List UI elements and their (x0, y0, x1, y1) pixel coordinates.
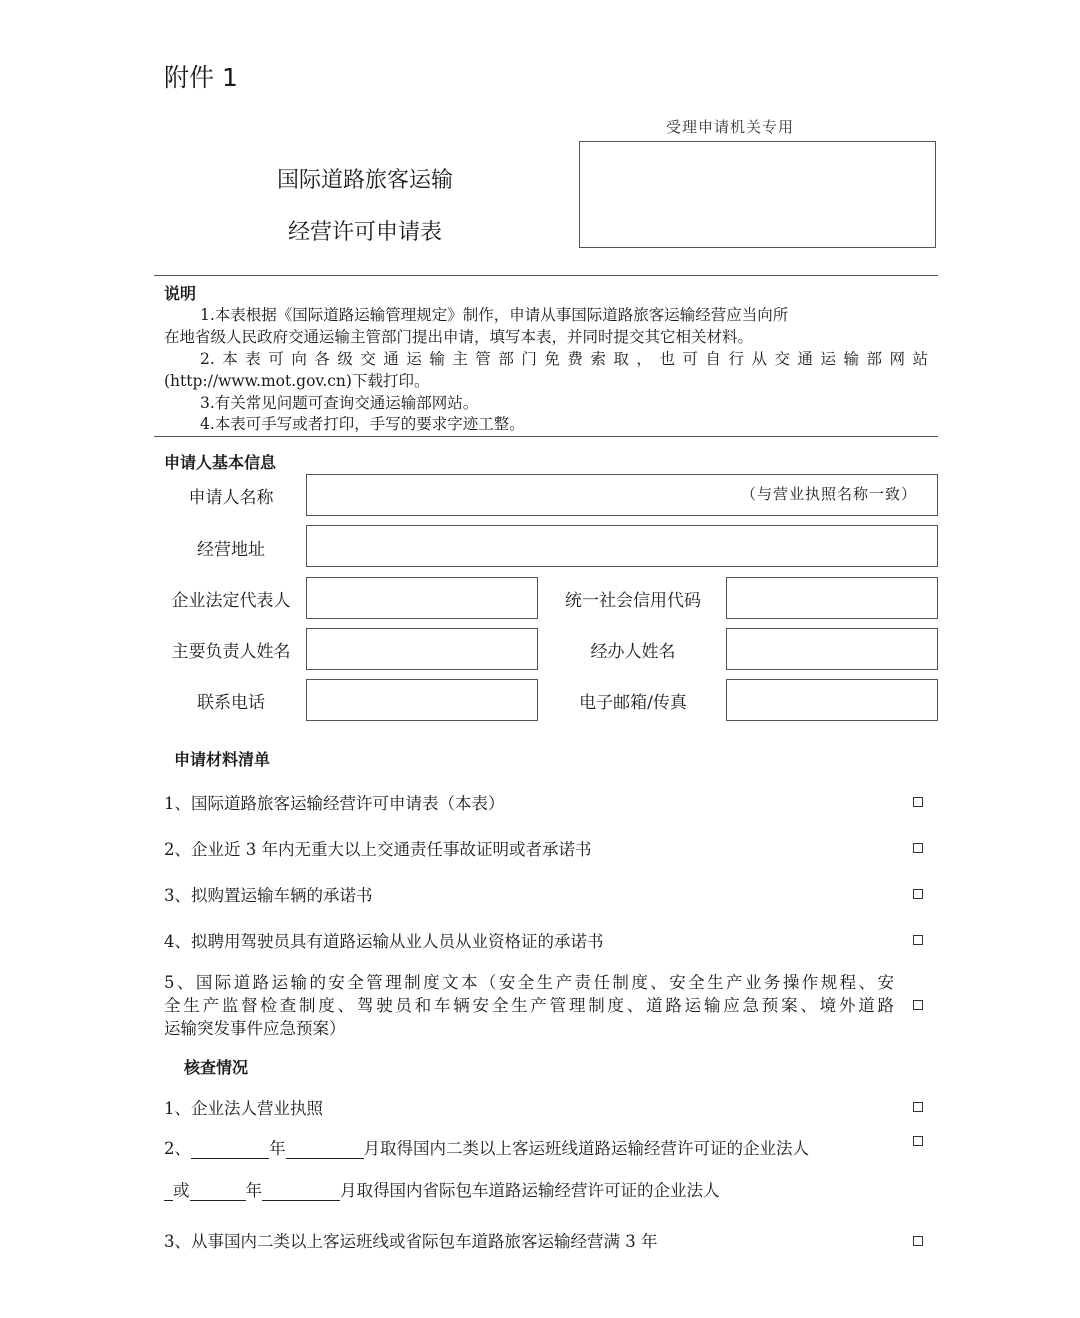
credit-code-label: 统一社会信用代码 (565, 591, 701, 611)
credit-code-input[interactable] (726, 577, 938, 619)
or-blank[interactable] (164, 1182, 173, 1201)
legal-rep-input[interactable] (306, 577, 538, 619)
address-label: 经营地址 (197, 540, 265, 560)
principal-input[interactable] (306, 628, 538, 670)
instructions-heading: 说明 (164, 284, 197, 303)
form-title-line2: 经营许可申请表 (287, 220, 442, 245)
material-item-1: 1、国际道路旅客运输经营许可申请表（本表） (164, 794, 505, 813)
material-checkbox-1[interactable] (913, 797, 923, 807)
instruction-line-4: (http://www.mot.gov.cn)下载打印。 (164, 372, 430, 390)
material-checkbox-3[interactable] (913, 889, 923, 899)
phone-label: 联系电话 (197, 693, 265, 713)
or-text: 或 (173, 1181, 190, 1200)
material-item-2: 2、企业近 3 年内无重大以上交通责任事故证明或者承诺书 (164, 840, 592, 859)
material-item-5 (164, 971, 894, 1040)
year-text-2: 年 (245, 1181, 262, 1200)
material-item-5-line-3: 运输突发事件应急预案） (164, 1019, 346, 1038)
instruction-line-1: 1.本表根据《国际道路运输管理规定》制作，申请从事国际道路旅客运输经营应当向所 (200, 306, 789, 324)
verification-item-2-line-1 (164, 1135, 809, 1159)
email-input[interactable] (726, 679, 938, 721)
instruction-line-3: 2.本表可向各级交通运输主管部门免费索取，也可自行从交通运输部网站 (200, 350, 928, 368)
principal-label: 主要负责人姓名 (171, 642, 291, 662)
address-input[interactable] (306, 525, 938, 567)
verification-checkbox-1[interactable] (913, 1102, 923, 1112)
applicant-heading: 申请人基本信息 (164, 453, 277, 472)
form-title-line1: 国际道路旅客运输 (276, 168, 453, 193)
year-blank-2[interactable] (190, 1182, 246, 1201)
material-item-5-line-2: 全生产监督检查制度、驾驶员和车辆安全生产管理制度、道路运输应急预案、境外道路 (164, 996, 894, 1015)
verification-checkbox-3[interactable] (913, 1236, 923, 1246)
verification-item-2-prefix: 2、 (164, 1139, 191, 1158)
phone-input[interactable] (306, 679, 538, 721)
year-text-1: 年 (269, 1139, 286, 1158)
applicant-name-hint: （与营业执照名称一致） (740, 485, 917, 503)
handler-label: 经办人姓名 (590, 642, 676, 662)
attachment-label: 附件 1 (164, 63, 238, 92)
verification-item-3: 3、从事国内二类以上客运班线或省际包车道路旅客运输经营满 3 年 (164, 1232, 658, 1251)
instruction-line-2: 在地省级人民政府交通运输主管部门提出申请，填写本表，并同时提交其它相关材料。 (164, 328, 754, 346)
divider-top (154, 275, 938, 276)
material-checkbox-5[interactable] (913, 1000, 923, 1010)
month-blank-2[interactable] (262, 1182, 340, 1201)
verification-item-2-text-1: 月取得国内二类以上客运班线道路运输经营许可证的企业法人 (363, 1139, 809, 1158)
material-checkbox-2[interactable] (913, 843, 923, 853)
applicant-name-label: 申请人名称 (188, 488, 274, 508)
material-checkbox-4[interactable] (913, 935, 923, 945)
verification-item-2-line-2 (164, 1177, 720, 1201)
year-blank-1[interactable] (191, 1140, 269, 1159)
office-use-label: 受理申请机关专用 (665, 118, 794, 136)
material-item-5-line-1: 5、国际道路运输的安全管理制度文本（安全生产责任制度、安全生产业务操作规程、安 (164, 973, 894, 992)
instruction-line-6: 4.本表可手写或者打印，手写的要求字迹工整。 (200, 415, 525, 433)
email-label: 电子邮箱/传真 (579, 693, 687, 713)
applicant-name-input[interactable] (306, 474, 938, 516)
material-item-3: 3、拟购置运输车辆的承诺书 (164, 886, 373, 905)
verification-item-1: 1、企业法人营业执照 (164, 1099, 323, 1118)
legal-rep-label: 企业法定代表人 (171, 591, 291, 611)
verification-heading: 核查情况 (184, 1058, 249, 1077)
verification-item-2-text-2: 月取得国内省际包车道路运输经营许可证的企业法人 (340, 1181, 720, 1200)
office-use-box[interactable] (579, 141, 936, 248)
instruction-line-5: 3.有关常见问题可查询交通运输部网站。 (200, 394, 479, 412)
material-item-4: 4、拟聘用驾驶员具有道路运输从业人员从业资格证的承诺书 (164, 932, 604, 951)
verification-checkbox-2[interactable] (913, 1136, 923, 1146)
handler-input[interactable] (726, 628, 938, 670)
month-blank-1[interactable] (286, 1140, 364, 1159)
materials-heading: 申请材料清单 (174, 750, 271, 769)
divider-bottom (154, 436, 938, 437)
